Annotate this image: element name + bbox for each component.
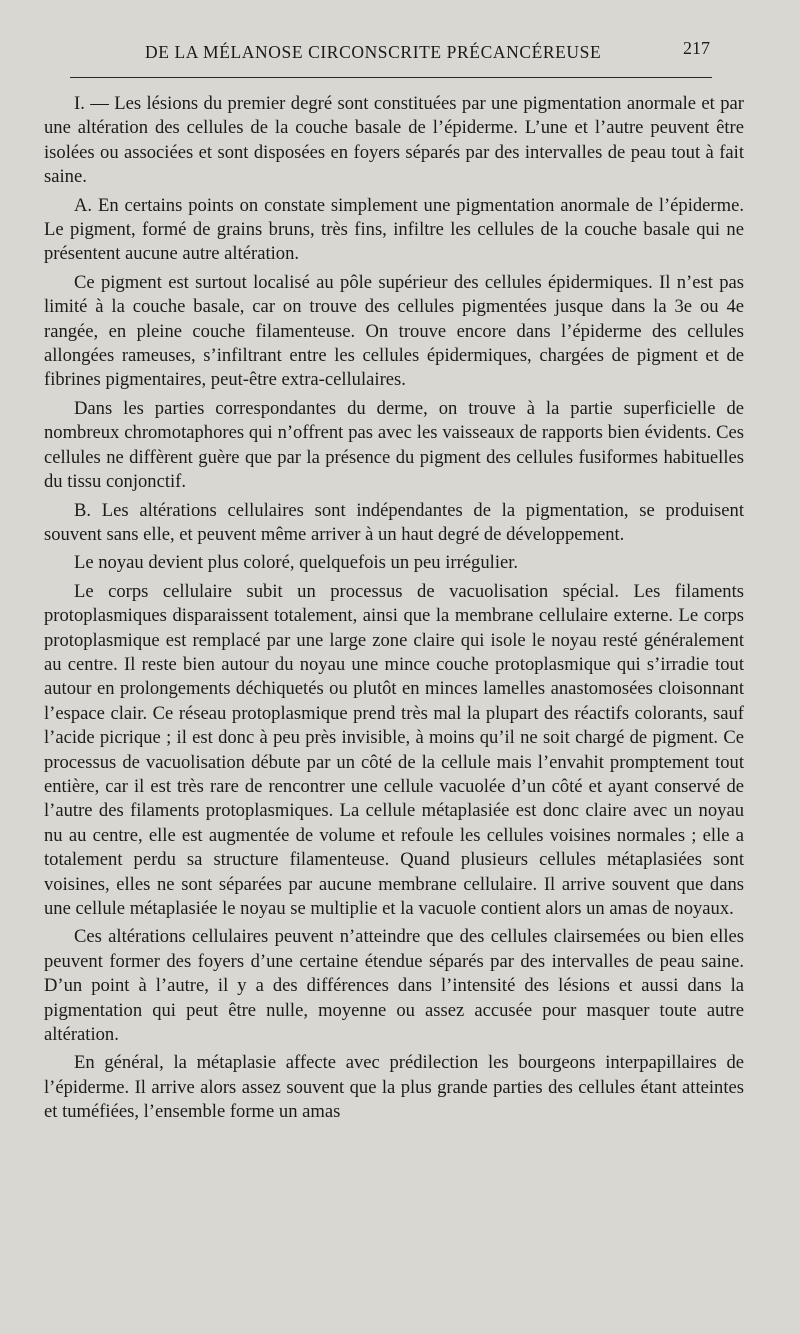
paragraph-7: Le corps cellulaire subit un processus de vacuolisation spécial. Les filaments protoplasmiques disparaissent totalement, ainsi que la membrane cellulaire externe. Le corps protoplasmique est remplacé par une large zone claire qui isole le noyau resté généralement au centre. Il reste bien autour du noyau une mince couche protoplasmique qui s’irradie tout autour en prolongements déchiquetés ou plutôt en minces lamelles anastomosées cloisonnant l’espace clair. Ce réseau protoplasmique prend très mal la plupart des réactifs colorants, sauf l’acide picrique ; il est donc à peu près invisible, à moins qu’il ne soit chargé de pigment. Ce processus de vacuolisation débute par un côté de la cellule mais l’envahit promptement tout entière, car il est très rare de rencontrer une cellule vacuolée d’un côté et ayant conservé de l’autre des filaments protoplasmiques. La cellule métaplasiée est donc claire avec un noyau nu au centre, elle est augmentée de volume et refoule les cellules voisines normales ; elle a totalement perdu sa structure filamenteuse. Quand plusieurs cellules métaplasiées sont voisines, elles ne sont séparées par aucune membrane cellulaire. Il arrive souvent que dans une cellule métaplasiée le noyau se multiplie et la vacuole contient alors un amas de noyaux. [44, 580, 744, 919]
page-number: 217 [683, 38, 710, 58]
paragraph-8: Ces altérations cellulaires peuvent n’atteindre que des cellules clairsemées ou bien elles peuvent former des foyers d’une certaine étendue séparés par des intervalles de peau saine. D’un point à l’autre, il y a des différences dans l’intensité des lésions et aussi dans la pigmentation qui peut être nulle, moyenne ou assez accusée pour masquer toute autre altération. [44, 926, 744, 1046]
paragraph-3: Ce pigment est surtout localisé au pôle supérieur des cellules épidermiques. Il n’est pas limité à la couche basale, car on trouve des cellules pigmentées jusque dans la 3e ou 4e rangée, en pleine couche filamenteuse. On trouve encore dans l’épiderme des cellules allongées rameuses, s’infiltrant entre les cellules épidermiques, chargées de pigment et de fibrines pigmentaires, peut-être extra-cellulaires. [44, 271, 744, 391]
paragraph-2: A. En certains points on constate simplement une pigmentation anormale de l’épiderme. Le pigment, formé de grains bruns, très fins, infiltre les cellules de la couche basale qui ne présentent aucune autre altération. [44, 194, 744, 265]
running-head: DE LA MÉLANOSE CIRCONSCRITE PRÉCANCÉREUSE [145, 42, 602, 62]
paragraph-1: I. — Les lésions du premier degré sont constituées par une pigmentation anormale et par une altération des cellules de la couche basale de l’épiderme. L’une et l’autre peuvent être isolées ou associées et sont disposées en foyers séparés par des intervalles de peau tout à fait saine. [44, 93, 744, 188]
paragraph-5: B. Les altérations cellulaires sont indépendantes de la pigmentation, se produisent souvent sans elle, et peuvent même arriver à un haut degré de développement. [44, 499, 744, 545]
header-rule [70, 77, 712, 78]
paragraph-4: Dans les parties correspondantes du derme, on trouve à la partie superficielle de nombreux chromotaphores qui n’offrent pas avec les vaisseaux de rapports bien évidents. Ces cellules ne diffèrent guère que par la présence du pigment des cellules fusiformes habituelles du tissu conjonctif. [44, 397, 744, 493]
paragraph-9: En général, la métaplasie affecte avec prédilection les bourgeons interpapillaires de l’épiderme. Il arrive alors assez souvent que la plus grande parties des cellules étant atteintes et tuméfiées, l’ensemble forme un amas [44, 1052, 744, 1123]
paragraph-6: Le noyau devient plus coloré, quelquefois un peu irrégulier. [74, 552, 519, 574]
body-text [44, 92, 744, 1125]
